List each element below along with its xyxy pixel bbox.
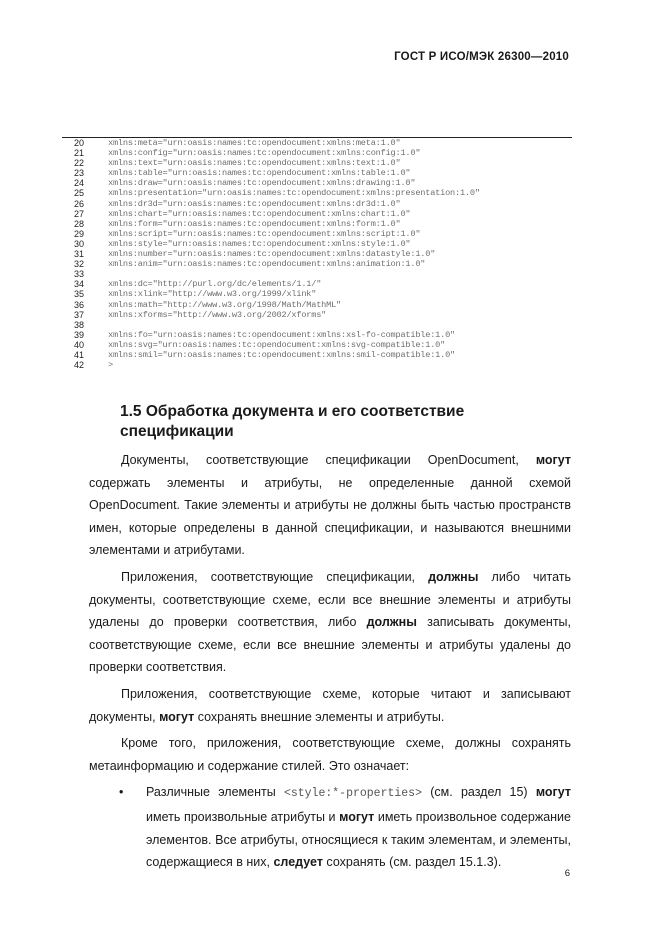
- code-text: xmlns:dr3d="urn:oasis:names:tc:opendocument:xmlns:dr3d:1.0": [108, 198, 401, 209]
- code-line: [62, 148, 572, 158]
- code-text: xmlns:draw="urn:oasis:names:tc:opendocument:xmlns:drawing:1.0": [108, 178, 416, 189]
- code-text: xmlns:chart="urn:oasis:names:tc:opendocument:xmlns:chart:1.0": [108, 208, 411, 219]
- line-number: 41: [73, 349, 84, 360]
- section-title: 1.5 Обработка документа и его соответствие спецификации: [120, 403, 465, 440]
- paragraph-3: Приложения, соответствующие схеме, которые читают и записывают документы, могут сохранять внешние элементы и атрибуты.: [89, 686, 571, 724]
- code-line: [62, 219, 572, 229]
- paragraph-1: Документы, соответствующие спецификации OpenDocument, могут содержать элементы и атрибуты, не определенные данной схемой OpenDocument. Такие элементы и атрибуты не должны быть частью пространств имен, которые определены в данной спецификации, и называются внешними элементами и атрибутами.: [89, 453, 571, 558]
- code-text: xmlns:table="urn:oasis:names:tc:opendocument:xmlns:table:1.0": [108, 168, 411, 179]
- code-listing: [62, 137, 572, 370]
- code-text: xmlns:anim="urn:oasis:names:tc:opendocument:xmlns:animation:1.0": [108, 259, 426, 270]
- inline-code: <style:*-properties>: [283, 787, 422, 801]
- code-line: [62, 320, 572, 330]
- body-text: [89, 449, 571, 874]
- line-number: 21: [73, 148, 84, 159]
- line-number: 42: [73, 360, 84, 371]
- code-line: [62, 239, 572, 249]
- document-header: ГОСТ Р ИСО/МЭК 26300—2010: [394, 51, 569, 63]
- line-number: 27: [73, 208, 84, 219]
- code-text: xmlns:script="urn:oasis:names:tc:opendocument:xmlns:script:1.0": [108, 228, 421, 239]
- code-text: xmlns:meta="urn:oasis:names:tc:opendocument:xmlns:meta:1.0": [108, 138, 401, 148]
- code-line: [62, 300, 572, 310]
- line-number: 37: [73, 309, 84, 320]
- code-line: [62, 259, 572, 269]
- code-line: [62, 138, 572, 148]
- code-line: [62, 360, 572, 370]
- line-number: 24: [73, 178, 84, 189]
- line-number: 28: [73, 218, 84, 229]
- code-line: [62, 310, 572, 320]
- code-line: [62, 330, 572, 340]
- line-number: 30: [73, 238, 84, 249]
- code-text: xmlns:xforms="http://www.w3.org/2002/xforms": [108, 309, 327, 320]
- line-number: 26: [73, 198, 84, 209]
- line-number: 29: [73, 228, 84, 239]
- code-line: [62, 178, 572, 188]
- bullet-item: [89, 781, 571, 873]
- code-line: [62, 158, 572, 168]
- code-line: [62, 340, 572, 350]
- code-text: xmlns:style="urn:oasis:names:tc:opendocument:xmlns:style:1.0": [108, 238, 411, 249]
- code-line: [62, 188, 572, 198]
- code-line: [62, 289, 572, 299]
- code-line: [62, 209, 572, 219]
- code-line: [62, 249, 572, 259]
- code-text: >: [108, 360, 113, 371]
- line-number: 33: [73, 269, 84, 280]
- code-text: xmlns:smil="urn:oasis:names:tc:opendocument:xmlns:smil-compatible:1.0": [108, 349, 455, 360]
- code-text: xmlns:xlink="http://www.w3.org/1999/xlink": [108, 289, 317, 300]
- line-number: 20: [73, 138, 84, 148]
- line-number: 34: [73, 279, 84, 290]
- bullet-icon: •: [119, 785, 124, 800]
- line-number: 36: [73, 299, 84, 310]
- code-text: xmlns:number="urn:oasis:names:tc:opendocument:xmlns:datastyle:1.0": [108, 249, 436, 260]
- code-text: xmlns:dc="http://purl.org/dc/elements/1.1/": [108, 279, 322, 290]
- code-text: xmlns:text="urn:oasis:names:tc:opendocument:xmlns:text:1.0": [108, 158, 401, 169]
- page-number: 6: [564, 868, 570, 879]
- code-text: xmlns:math="http://www.w3.org/1998/Math/MathML": [108, 299, 341, 310]
- code-text: xmlns:config="urn:oasis:names:tc:opendocument:xmlns:config:1.0": [108, 148, 421, 159]
- code-line: [62, 199, 572, 209]
- code-line: [62, 269, 572, 279]
- line-number: 22: [73, 158, 84, 169]
- line-number: 32: [73, 259, 84, 270]
- paragraph-4: Кроме того, приложения, соответствующие схеме, должны сохранять метаинформацию и содержание стилей. Это означает:: [89, 736, 571, 773]
- code-text: xmlns:presentation="urn:oasis:names:tc:opendocument:xmlns:presentation:1.0": [108, 188, 480, 199]
- line-number: 23: [73, 168, 84, 179]
- line-number: 39: [73, 329, 84, 340]
- code-text: xmlns:svg="urn:oasis:names:tc:opendocument:xmlns:svg-compatible:1.0": [108, 339, 446, 350]
- line-number: 38: [73, 319, 84, 330]
- bullet-text: Различные элементы <style:*-properties> (см. раздел 15) могут иметь произвольные атрибуты и могут иметь произвольное содержание элементов. Все атрибуты, относящиеся к таким элементам, и элементы, содержащиеся в них, следует сохранять (см. раздел 15.1.3).: [146, 785, 571, 870]
- code-line: [62, 279, 572, 289]
- code-line: [62, 168, 572, 178]
- code-line: [62, 350, 572, 360]
- paragraph-2: Приложения, соответствующие спецификации, должны либо читать документы, соответствующие схеме, если все внешние элементы и атрибуты удалены до проверки соответствия, либо должны записывать документы, соответствующие схеме, если все внешние элементы и атрибуты удалены до проверки соответствия.: [89, 569, 571, 675]
- code-text: xmlns:form="urn:oasis:names:tc:opendocument:xmlns:form:1.0": [108, 218, 401, 229]
- code-line: [62, 229, 572, 239]
- line-number: 40: [73, 339, 84, 350]
- line-number: 35: [73, 289, 84, 300]
- code-text: xmlns:fo="urn:oasis:names:tc:opendocument:xmlns:xsl-fo-compatible:1.0": [108, 329, 455, 340]
- line-number: 25: [73, 188, 84, 199]
- line-number: 31: [73, 249, 84, 260]
